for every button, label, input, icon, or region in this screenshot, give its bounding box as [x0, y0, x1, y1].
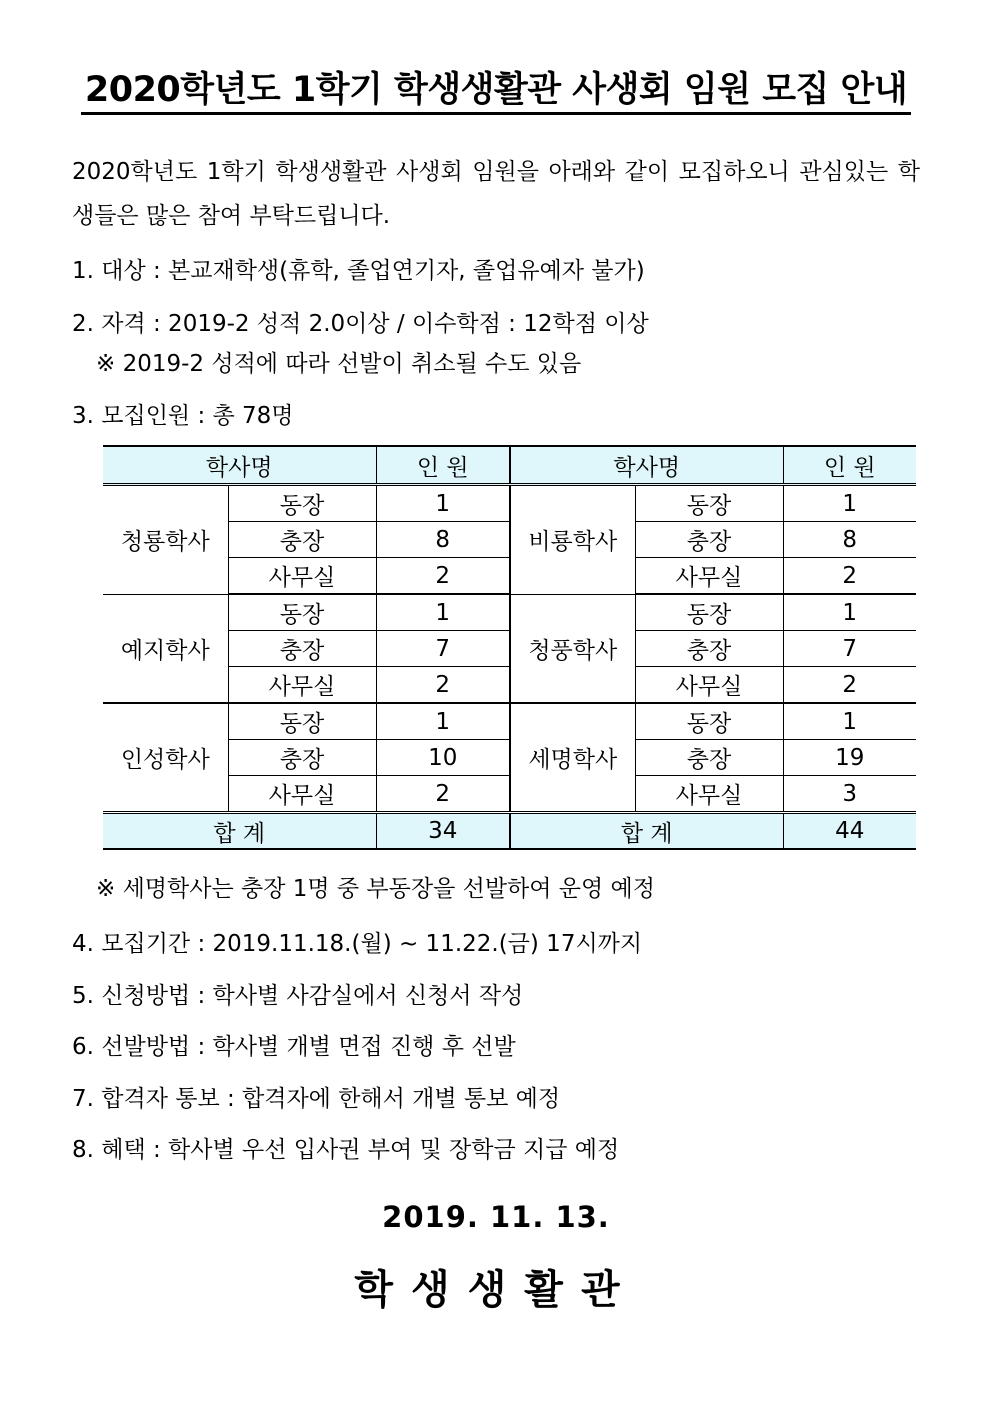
- count-cell: 8: [783, 522, 916, 558]
- item-benefit: 8. 혜택 : 학사별 우선 입사권 부여 및 장학금 지급 예정: [72, 1137, 620, 1163]
- table-row: [103, 703, 916, 740]
- item-period: 4. 모집기간 : 2019.11.18.(월) ~ 11.22.(금) 17시까지: [72, 931, 643, 957]
- dorm-name: 예지학사: [103, 594, 228, 703]
- item-qualification: 2. 자격 : 2019-2 성적 2.0이상 / 이수학점 : 12학점 이상: [72, 311, 649, 337]
- item-method: 5. 신청방법 : 학사별 사감실에서 신청서 작성: [72, 983, 524, 1009]
- role-cell: 동장: [228, 594, 376, 631]
- count-cell: 2: [376, 776, 510, 813]
- role-cell: 사무실: [228, 776, 376, 813]
- count-cell: 2: [376, 558, 510, 595]
- role-cell: 동장: [635, 594, 783, 631]
- total-row: [103, 813, 916, 850]
- count-cell: 2: [783, 558, 916, 595]
- role-cell: 동장: [635, 485, 783, 522]
- qualification-note: ※ 2019-2 성적에 따라 선발이 취소될 수도 있음: [96, 351, 582, 377]
- role-cell: 충장: [635, 740, 783, 776]
- count-cell: 19: [783, 740, 916, 776]
- count-cell: 1: [783, 594, 916, 631]
- count-cell: 7: [376, 631, 510, 667]
- item-target: 1. 대상 : 본교재학생(휴학, 졸업연기자, 졸업유예자 불가): [72, 258, 645, 284]
- dorm-name: 청룡학사: [103, 485, 228, 595]
- dorm-name: 인성학사: [103, 703, 228, 813]
- role-cell: 사무실: [635, 667, 783, 704]
- count-cell: 1: [376, 485, 510, 522]
- table-header-row: [103, 446, 916, 485]
- header-count-left: 인 원: [376, 446, 510, 485]
- header-count-right: 인 원: [783, 446, 916, 485]
- document-date: 2019. 11. 13.: [382, 1200, 610, 1234]
- table-row: [103, 594, 916, 631]
- count-cell: 3: [783, 776, 916, 813]
- count-cell: 1: [376, 703, 510, 740]
- role-cell: 동장: [228, 703, 376, 740]
- total-label-left: 합 계: [103, 813, 376, 850]
- total-count-right: 44: [783, 813, 916, 850]
- document-title: [0, 62, 992, 112]
- role-cell: 사무실: [228, 667, 376, 704]
- title-text: 2020학년도 1학기 학생생활관 사생회 임원 모집 안내: [81, 70, 911, 115]
- count-cell: 1: [376, 594, 510, 631]
- total-label-right: 합 계: [510, 813, 783, 850]
- item-headcount: 3. 모집인원 : 총 78명: [72, 403, 294, 429]
- header-dorm-left: 학사명: [103, 446, 376, 485]
- dorm-name: 세명학사: [510, 703, 635, 813]
- table-note: ※ 세명학사는 충장 1명 중 부동장을 선발하여 운영 예정: [96, 876, 655, 902]
- role-cell: 동장: [635, 703, 783, 740]
- intro-paragraph: 2020학년도 1학기 학생생활관 사생회 임원을 아래와 같이 모집하오니 관심있는 학생들은 많은 참여 부탁드립니다.: [72, 159, 920, 229]
- role-cell: 충장: [228, 740, 376, 776]
- item-selection: 6. 선발방법 : 학사별 개별 면접 진행 후 선발: [72, 1034, 516, 1060]
- recruitment-table: [103, 445, 916, 850]
- role-cell: 충장: [228, 522, 376, 558]
- total-count-left: 34: [376, 813, 510, 850]
- issuing-office: 학생생활관: [354, 1267, 638, 1313]
- table-row: [103, 485, 916, 522]
- dorm-name: 청풍학사: [510, 594, 635, 703]
- header-dorm-right: 학사명: [510, 446, 783, 485]
- count-cell: 2: [783, 667, 916, 704]
- dorm-name: 비룡학사: [510, 485, 635, 595]
- role-cell: 충장: [635, 522, 783, 558]
- count-cell: 1: [783, 485, 916, 522]
- role-cell: 사무실: [228, 558, 376, 595]
- item-notification: 7. 합격자 통보 : 합격자에 한해서 개별 통보 예정: [72, 1086, 561, 1112]
- role-cell: 사무실: [635, 558, 783, 595]
- role-cell: 충장: [635, 631, 783, 667]
- count-cell: 2: [376, 667, 510, 704]
- role-cell: 충장: [228, 631, 376, 667]
- role-cell: 사무실: [635, 776, 783, 813]
- count-cell: 8: [376, 522, 510, 558]
- role-cell: 동장: [228, 485, 376, 522]
- count-cell: 7: [783, 631, 916, 667]
- count-cell: 1: [783, 703, 916, 740]
- count-cell: 10: [376, 740, 510, 776]
